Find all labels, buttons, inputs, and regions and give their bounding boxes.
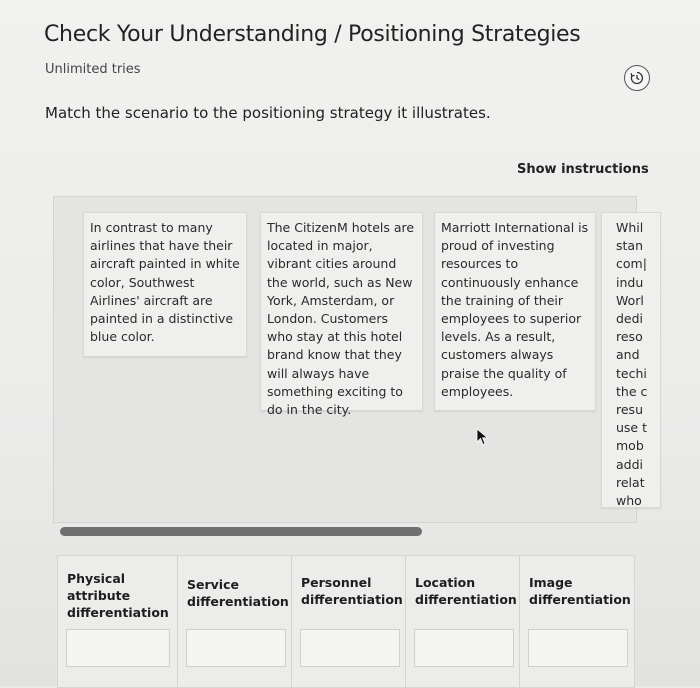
drop-zone-location[interactable] — [414, 629, 514, 667]
category-targets — [57, 555, 635, 688]
scenario-card-citizenm[interactable]: The CitizenM hotels are located in major, vibrant cities around the world, such as New York, Amsterdam, or London. Customers who stay at this hotel brand know that they will always have something exciting to do in the city. — [260, 212, 423, 411]
history-icon[interactable] — [624, 65, 650, 91]
show-instructions-link[interactable]: Show instructions — [517, 162, 649, 177]
drop-zone-service[interactable] — [186, 629, 286, 667]
category-label: Image differentiation — [529, 575, 631, 607]
category-label: Service differentiation — [187, 577, 289, 609]
drop-zone-personnel[interactable] — [300, 629, 400, 667]
scenario-card-partial[interactable]: Whil stan com| indu Worl dedi reso and techi the c resu use t mob addi relat who — [601, 212, 661, 508]
category-image — [520, 556, 634, 687]
category-location — [406, 556, 520, 687]
tries-label: Unlimited tries — [45, 62, 141, 77]
mouse-pointer-icon — [476, 428, 490, 446]
history-glyph-icon — [629, 70, 645, 86]
category-personnel — [292, 556, 406, 687]
page-title: Check Your Understanding / Positioning Strategies — [44, 22, 581, 47]
scenario-card-marriott[interactable]: Marriott International is proud of investing resources to continuously enhance the training of their employees to superior levels. As a result, customers always praise the quality of employees. — [434, 212, 596, 411]
question-prompt: Match the scenario to the positioning strategy it illustrates. — [45, 104, 491, 122]
category-physical — [58, 556, 178, 687]
category-label: Physical attribute differentiation — [67, 571, 169, 620]
horizontal-scrollbar[interactable] — [60, 527, 422, 536]
category-label: Location differentiation — [415, 575, 517, 607]
category-service — [178, 556, 292, 687]
scenario-card-southwest[interactable]: In contrast to many airlines that have their aircraft painted in white color, Southwest Airlines' aircraft are painted in a distinctive blue color. — [83, 212, 247, 357]
drop-zone-image[interactable] — [528, 629, 628, 667]
drop-zone-physical[interactable] — [66, 629, 170, 667]
answer-pool — [53, 196, 648, 523]
category-label: Personnel differentiation — [301, 575, 403, 607]
